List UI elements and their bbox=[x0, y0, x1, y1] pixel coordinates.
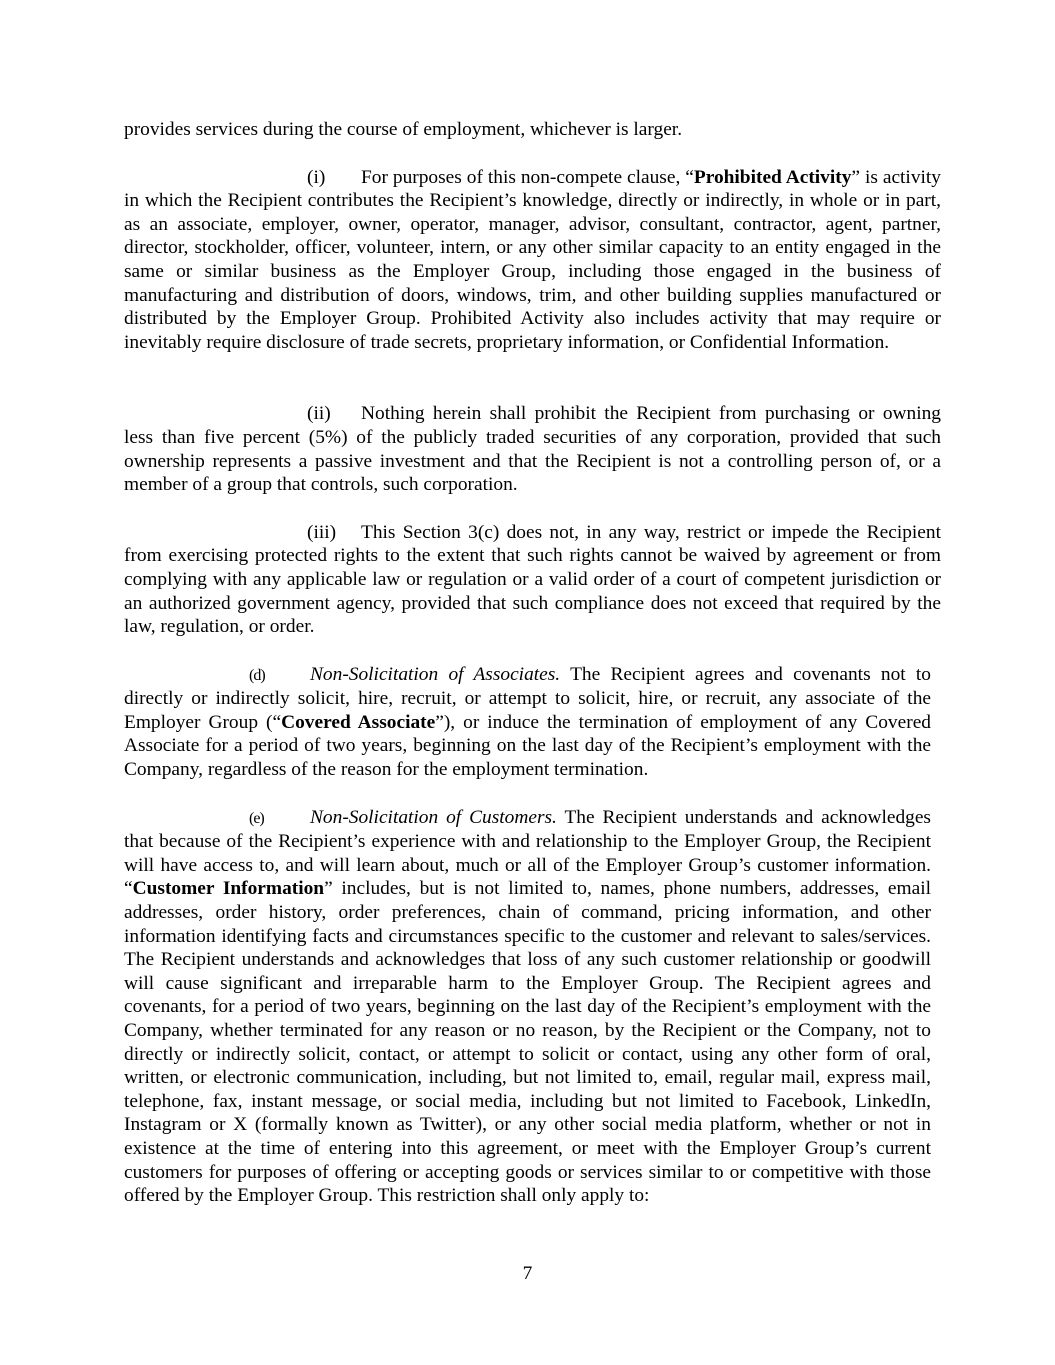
clause-d-heading: Non-Solicitation of Associates. bbox=[310, 663, 561, 685]
clause-i-number: (i) bbox=[307, 166, 326, 188]
clause-ii-number: (ii) bbox=[307, 403, 331, 425]
clause-e-paragraph bbox=[124, 806, 941, 1208]
clause-e-heading: Non-Solicitation of Customers. bbox=[310, 806, 557, 828]
clause-ii-paragraph bbox=[124, 402, 941, 496]
clause-ii-text: Nothing herein shall prohibit the Recipient from purchasing or owning less than five percent (5%) of the publicly traded securities of any corporation, provided that such ownership represents a passive investment and that the Recipient is not a controlling person of, or a member of a group that controls, such corporation. bbox=[124, 403, 941, 496]
lead-paragraph: provides services during the course of employment, whichever is larger. bbox=[124, 119, 683, 140]
page-number: 7 bbox=[522, 1263, 533, 1284]
clause-d-number: (d) bbox=[249, 666, 265, 684]
document-page bbox=[124, 118, 941, 1208]
clause-e-text-2: ” includes, but is not limited to, names, phone numbers, addresses, email addresses, order history, order preferences, chain of command, pricing information, and other information identifying facts and circumstances specific to the customer and relevant to sales/services. The Recipient understands and acknowledges that loss of any such customer relationship or goodwill will cause significant and irreparable harm to the Employer Group. The Recipient agrees and covenants, for a period of two years, beginning on the last day of the Recipient’s employment with the Company, whether terminated for any reason or no reason, by the Recipient or the Company, not to directly or indirectly solicit, contact, or attempt to solicit or contact, using any other form of oral, written, or electronic communication, including, but not limited to, email, regular mail, express mail, telephone, fax, instant message, or social media, including but not limited to Facebook, LinkedIn, Instagram or X (formally known as Twitter), or any other social media platform, whether or not in existence at the time of entering into this agreement, or meet with the Employer Group’s current customers for purposes of offering or accepting goods or services similar to or competitive with those offered by the Employer Group. This restriction shall only apply to: bbox=[124, 878, 931, 1207]
clause-d-text-1: The Recipient agrees and covenants not to directly or indirectly solicit, hire, recruit, or attempt to solicit, hire, or recruit, any associate of the Employer Group (“ bbox=[124, 663, 931, 733]
clause-d-term: Covered Associate bbox=[281, 711, 436, 733]
clause-e-number: (e) bbox=[249, 809, 264, 827]
clause-e-text-1: The Recipient understands and acknowledges that because of the Recipient’s experience with and relationship to the Employer Group, the Recipient will have access to, and will learn about, much or all of the Employer Group’s customer information. “ bbox=[124, 806, 931, 900]
clause-i-term: Prohibited Activity bbox=[693, 166, 852, 188]
clause-iii-text: This Section 3(c) does not, in any way, restrict or impede the Recipient from exercising protected rights to the extent that such rights cannot be waived by agreement or from complying with any applicable law or regulation or a valid order of a court of competent jurisdiction or an authorized government agency, provided that such compliance does not exceed that required by the law, regulation, or order. bbox=[124, 521, 941, 638]
clause-i-text-2: ” is activity in which the Recipient contributes the Recipient’s knowledge, directly or indirectly, in whole or in part, as an associate, employer, owner, operator, manager, advisor, consultant, contractor, agent, partner, director, stockholder, officer, volunteer, intern, or any other similar capacity to an entity engaged in the same or similar business as the Employer Group, including those engaged in the business of manufacturing and distribution of doors, windows, trim, and other building supplies manufactured or distributed by the Employer Group. Prohibited Activity also includes activity that may require or inevitably require disclosure of trade secrets, proprietary information, or Confidential Information. bbox=[124, 166, 941, 353]
clause-iii-number: (iii) bbox=[307, 521, 337, 543]
clause-d-text-2: ”), or induce the termination of employment of any Covered Associate for a period of two years, beginning on the last day of the Recipient’s employment with the Company, regardless of the reason for the employment termination. bbox=[124, 711, 931, 781]
clause-i-paragraph bbox=[124, 166, 941, 355]
clause-iii-paragraph bbox=[124, 521, 941, 639]
clause-d-paragraph bbox=[124, 663, 941, 782]
clause-i-text-1: For purposes of this non-compete clause, “ bbox=[361, 166, 694, 188]
clause-e-term: Customer Information bbox=[132, 878, 325, 900]
